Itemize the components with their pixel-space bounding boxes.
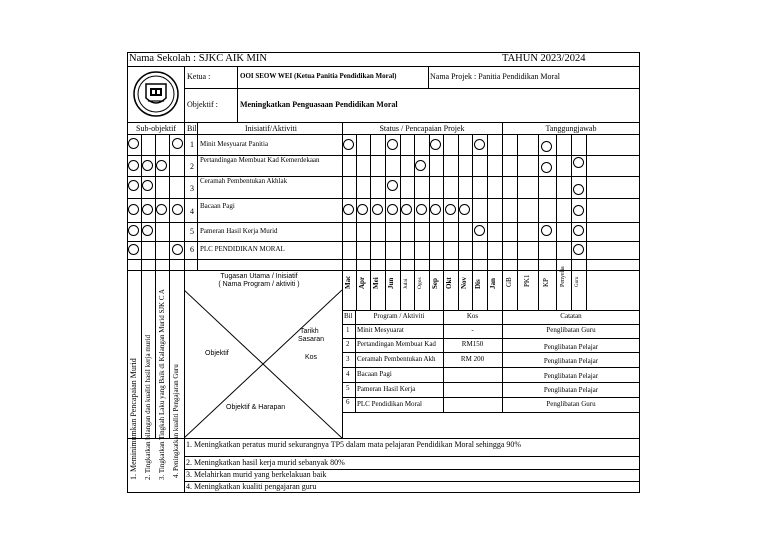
bottom-objective: 4. Meningkatkan kualiti pengajaran guru: [186, 482, 317, 491]
status-circle: [474, 139, 485, 150]
month-label: Nov: [460, 276, 468, 289]
activity-bil: 1: [190, 140, 194, 149]
bottom-objective: 3. Melahirkan murid yang berkelakuan baik: [186, 470, 327, 479]
status-circle: [142, 204, 153, 215]
school-logo: [132, 70, 180, 118]
status-circle: [142, 225, 153, 236]
status-circle: [387, 139, 398, 150]
status-circle: [387, 204, 398, 215]
sub-objektif-header: Sub-objektif: [136, 124, 176, 133]
table-row-program: PLC Pendidikan Moral: [357, 400, 422, 408]
status-circle: [445, 204, 456, 215]
status-circle: [172, 244, 183, 255]
responsibility-circle: [573, 244, 584, 255]
month-label: Mei: [372, 277, 380, 289]
month-label: Dis: [474, 279, 482, 289]
status-circle: [128, 138, 139, 149]
objektif-label: Objektif :: [187, 100, 218, 109]
status-circle: [142, 160, 153, 171]
responsibility-circle: [541, 141, 552, 152]
table-row-program: Pameran Hasil Kerja: [357, 385, 416, 393]
table-row-catatan: Penglibatan Guru: [546, 400, 596, 408]
responsibility-circle: [541, 162, 552, 173]
x-diagram-kos: Kos: [305, 354, 318, 361]
activity-bil: 6: [190, 245, 194, 254]
status-circle: [416, 204, 427, 215]
month-label: Jun: [387, 277, 395, 289]
month-label: Okt: [445, 277, 453, 289]
inisiatif-header: Inisiatif/Aktiviti: [245, 124, 297, 133]
status-circle: [372, 204, 383, 215]
bottom-objective: 1. Meningkatkan peratus murid sekurangnya TP5 dalam mata pelajaran Pendidikan Moral sehingga 90%: [186, 440, 522, 449]
activity-bil: 3: [190, 184, 194, 193]
month-label: Ogos: [417, 277, 423, 289]
status-circle: [343, 204, 354, 215]
table-row-bil: 3: [346, 355, 350, 363]
month-label: Apr: [358, 276, 366, 289]
table-row-program: Minit Mesyuarat: [357, 326, 404, 334]
table-row-kos: RM150: [461, 340, 484, 348]
activity-name: Ceramah Pembentukan Akhlak: [200, 177, 288, 185]
month-label: Mac: [344, 275, 352, 289]
bottom-objective: 2. Meningkatkan hasil kerja murid sebanyak 80%: [186, 458, 345, 467]
program-table-header-kos: Kos: [466, 312, 479, 320]
vertical-objective: 2. Tingkatkan bilangan dan kualiti hasil kerja murid: [144, 334, 152, 480]
status-circle: [128, 204, 139, 215]
table-row-catatan: Penglibatan Pelajar: [543, 372, 599, 380]
activity-name: Bacaan Pagi: [200, 202, 235, 210]
program-table-header-catatan: Catatan: [560, 312, 582, 320]
vertical-objective: 1. Meminimumkan Pencapaian Murid: [129, 358, 138, 480]
table-row-bil: 6: [346, 398, 350, 406]
activity-name: Pameran Hasil Kerja Murid: [200, 227, 278, 235]
x-diagram-left: Objektif: [205, 350, 229, 357]
bil-header: Bil: [187, 124, 197, 133]
table-row-catatan: Penglibatan Pelajar: [543, 386, 599, 394]
status-circle: [357, 204, 368, 215]
status-circle: [156, 160, 167, 171]
x-diagram-bottom: Objektif & Harapan: [226, 404, 286, 411]
ketua-label: Ketua :: [187, 72, 211, 81]
x-diagram-right: Tarikh: [300, 328, 319, 335]
table-row-catatan: Penglibatan Guru: [546, 326, 596, 334]
role-label: GB: [505, 277, 513, 287]
year-label: TAHUN 2023/2024: [502, 53, 586, 64]
status-circle: [430, 204, 441, 215]
status-circle: [401, 204, 412, 215]
table-row-program: Ceramah Pembentukan Akh: [357, 356, 436, 363]
role-label: Guru: [575, 276, 580, 287]
responsibility-circle: [573, 205, 584, 216]
status-circle: [474, 225, 485, 236]
x-diagram-right-2: Sasaran: [298, 336, 325, 343]
objektif-value: Meningkatkan Penguasaan Pendidikan Moral: [240, 100, 398, 109]
month-label: Julai: [403, 278, 409, 289]
responsibility-circle: [573, 225, 584, 236]
month-label: Sep: [431, 278, 439, 289]
table-row-bil: 5: [346, 384, 350, 392]
table-row-program: Pertandingan Membuat Kad: [357, 341, 436, 348]
status-circle: [128, 180, 139, 191]
role-label: PK1: [523, 274, 531, 287]
project-name: Nama Projek : Panitia Pendidikan Moral: [430, 72, 560, 81]
x-diagram-subtitle: ( Nama Program / aktiviti ): [218, 281, 300, 288]
program-table-header-program: Program / Aktiviti: [373, 312, 425, 320]
activity-bil: 5: [190, 227, 194, 236]
status-circle: [343, 139, 354, 150]
school-name: Nama Sekolah : SJKC AIK MIN: [129, 53, 267, 64]
x-diagram-title: Tugasan Utama / Inisiatif: [220, 273, 298, 280]
responsibility-circle: [541, 225, 552, 236]
status-circle: [459, 204, 470, 215]
activity-bil: 2: [190, 162, 194, 171]
status-circle: [128, 225, 139, 236]
vertical-objective: 3. Tingkatkan Tingkah Laku yang Baik di Kalangan Murid SJK C A: [158, 289, 166, 480]
table-row-bil: 2: [346, 340, 350, 348]
program-table-header-bil: Bil: [344, 312, 353, 320]
table-row-bil: 1: [346, 326, 350, 334]
status-circle: [172, 204, 183, 215]
responsibility-circle: [573, 184, 584, 195]
table-row-kos: RM 200: [460, 355, 485, 363]
status-circle: [128, 244, 139, 255]
month-label: Jan: [489, 278, 497, 289]
status-header: Status / Pencapaian Projek: [379, 124, 465, 133]
table-row-program: Bacaan Pagi: [357, 370, 392, 378]
status-circle: [142, 180, 153, 191]
table-row-catatan: Penglibatan Pelajar: [543, 343, 599, 351]
vertical-objective: 4. Peningkatkan kualiti Pengajaran Guru: [172, 364, 180, 478]
tanggungjawab-header: Tanggungjawab: [545, 124, 597, 133]
responsibility-circle: [573, 157, 584, 168]
status-circle: [172, 138, 183, 149]
role-label: Penyelia: [560, 266, 566, 287]
table-row-bil: 4: [346, 370, 350, 378]
activity-name: PLC PENDIDIKAN MORAL: [200, 245, 285, 253]
status-circle: [128, 160, 139, 171]
activity-bil: 4: [190, 207, 194, 216]
activity-name: Pertandingan Membuat Kad Kemerdekaan: [200, 156, 320, 164]
role-label: KP: [542, 278, 550, 287]
activity-name: Minit Mesyuarat Panitia: [200, 140, 269, 148]
status-circle: [156, 204, 167, 215]
table-row-catatan: Penglibatan Pelajar: [543, 357, 599, 365]
status-circle: [387, 180, 398, 191]
status-circle: [415, 160, 426, 171]
ketua-value: OOI SEOW WEI (Ketua Panitia Pendidikan Moral): [240, 72, 397, 80]
status-circle: [430, 139, 441, 150]
table-row-kos: -: [471, 326, 474, 334]
